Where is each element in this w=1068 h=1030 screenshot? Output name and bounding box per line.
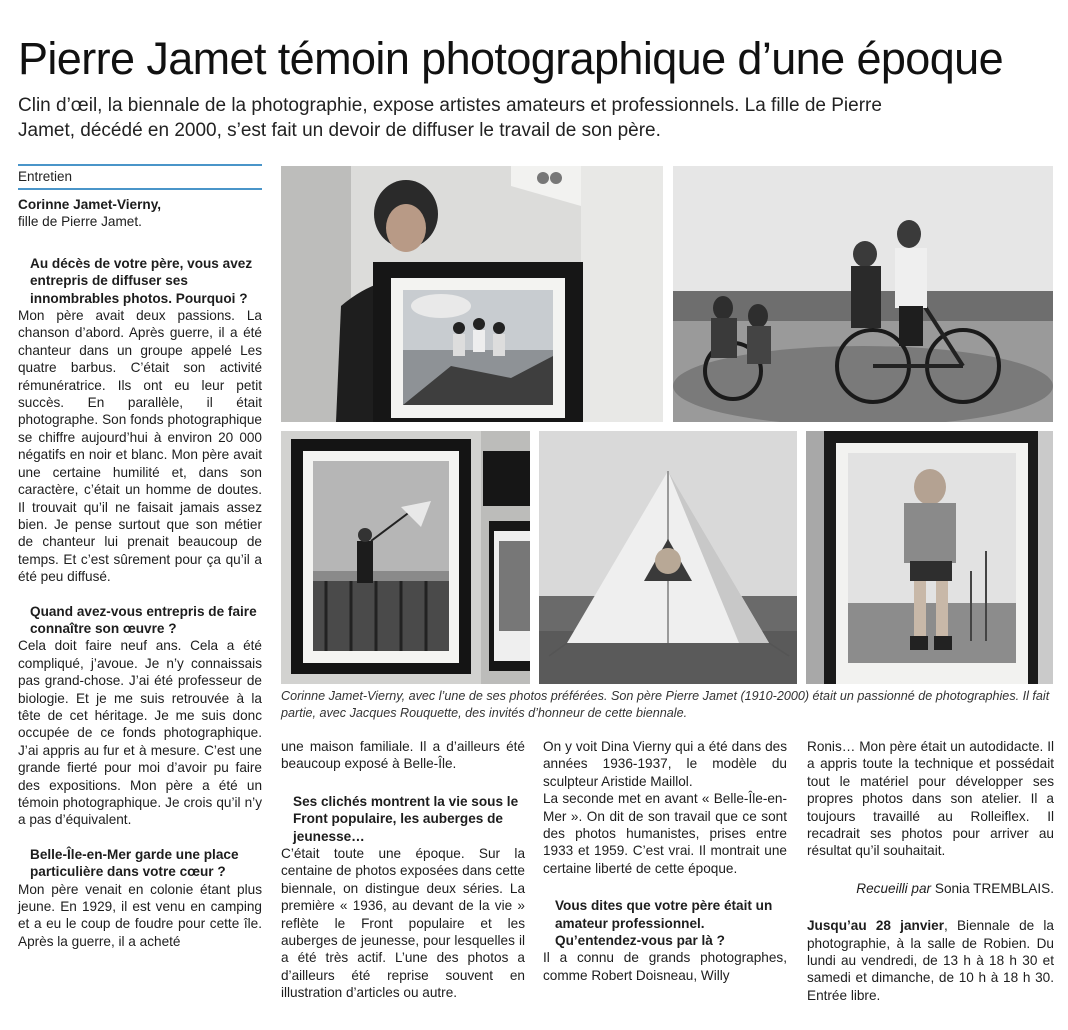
interviewee-role: fille de Pierre Jamet. (18, 214, 142, 230)
credit-label: Recueilli par (856, 880, 932, 896)
answer-3-start: Mon père venait en colonie étant plus jeune. En 1929, il est venu en camping et a eu le coup de foudre pour cette île. Après la guerre, il a acheté (18, 881, 262, 949)
photo-tent (539, 431, 797, 684)
question-1: Au décès de votre père, vous avez entrepris de diffuser ses innombrables photos. Pourquoi ? (30, 255, 253, 306)
author-credit (807, 880, 1054, 897)
answer-5-start: Il a connu de grands photographes, comme Robert Doisneau, Willy (543, 950, 787, 983)
question-3: Belle-Île-en-Mer garde une place particulière dans votre cœur ? (30, 846, 239, 880)
answer-4-paragraph-3: La seconde met en avant « Belle-Île-en-Mer ». On dit de son travail que ce sont des photos humanistes, prises entre 1933 et 1959. C’est vrai. Il montrait une certaine liberté de cette époque. (543, 791, 787, 876)
photo-tandem-bicycle-image (673, 166, 1053, 422)
practical-info-dates: Jusqu’au 28 janvier (807, 918, 945, 934)
practical-info (807, 917, 1054, 1004)
photo-gallery-flag (281, 431, 530, 684)
answer-2: Cela doit faire neuf ans. Cela a été compliqué, j’avoue. Je n’y connaissais pas grand-chose. J’ai été professeur de biologie. Et je me suis retrouvée à la tête de cet héritage. Je me suis donc occupée de ce fonds photographique. J’ai appris au fur et à mesure. C’est une grande fierté pour moi d’avoir pu faire des expositions. Mon père a été un témoin photographique. Je crois qu’il n’y a pas d’équivalent. (18, 638, 262, 828)
answer-4-paragraph-2: On y voit Dina Vierny qui a été dans des années 1936-1937, le modèle du sculpteur Aristide Maillol. (543, 739, 787, 789)
article-column-4 (807, 738, 1054, 1004)
photo-woman-holding-frame (281, 166, 663, 422)
article-column-3 (543, 738, 787, 984)
photo-woman-holding-frame-image (281, 166, 663, 422)
photo-caption: Corinne Jamet-Vierny, avec l’une de ses photos préférées. Son père Pierre Jamet (1910-2000) était un passionné de photographies. Il fait partie, avec Jacques Rouquette, des invités d’honneur de cette biennale. (281, 689, 1050, 720)
answer-4-start: C’était toute une époque. Sur la centaine de photos exposées dans cette biennale, on distingue deux séries. La première « 1936, au devant de la vie » reflète le Front populaire et les auberges de jeunesse, pour lesquelles il a été très actif. L’une des photos a d’ailleurs été reprise souvent en illustration d’articles ou autre. (281, 846, 525, 1001)
photo-tandem-bicycle (673, 166, 1053, 422)
answer-5-end: Ronis… Mon père était un autodidacte. Il a appris toute la technique et possédait tout le matériel pour développer ses propres photos dans son atelier. Il a toujours travaillé au Rolleiflex. Il recadrait ses photos pour arriver au résultat qu’il souhaitait. (807, 739, 1054, 859)
question-5: Vous dites que votre père était un amateur professionnel. Qu’entendez-vous par là ? (555, 898, 773, 949)
question-2: Quand avez-vous entrepris de faire connaître son œuvre ? (30, 603, 257, 636)
question-4: Ses clichés montrent la vie sous le Front populaire, les auberges de jeunesse… (293, 793, 519, 844)
rubric-label: Entretien (18, 164, 262, 190)
standfirst: Clin d’œil, la biennale de la photographie, expose artistes amateurs et professionnels. La fille de Pierre Jamet, décédé en 2000, s’est fait un devoir de diffuser le travail de son père. (18, 95, 882, 141)
photo-girl-hiker-image (806, 431, 1053, 684)
photo-girl-hiker (806, 431, 1053, 684)
answer-3-end: une maison familiale. Il a d’ailleurs été beaucoup exposé à Belle-Île. (281, 739, 525, 772)
photo-tent-image (539, 431, 797, 684)
answer-1: Mon père avait deux passions. La chanson d’abord. Après guerre, il a été chanteur dans un groupe appelé Les quatre barbus. C’était son activité rémunératrice. Ils ont eu leur petit succès. En parallèle, il était photographe. Son fonds photographique se chiffre aujourd’hui à environ 20 000 négatifs en noir et blanc. Mon père avait une certaine humilité et, dans son caractère, c’était un homme de doutes. Il trouvait qu’il ne faisait jamais assez bien. Je pense surtout que son métier de chanteur lui prenait beaucoup de temps. Et c’est sûrement pour ça qu’il a été peu diffusé. (18, 308, 262, 585)
credit-author: Sonia TREMBLAIS. (934, 880, 1054, 896)
article-column-2 (281, 738, 525, 1002)
headline: Pierre Jamet témoin photographique d’une époque (18, 33, 1004, 84)
article-column-1 (18, 196, 262, 950)
photo-gallery-flag-image (281, 431, 530, 684)
practical-info-text: , Biennale de la photographie, à la salle de Robien. Du lundi au vendredi, de 13 h à 18 h 30 et samedi et dimanche, de 10 h à 18 h 30. Entrée libre. (807, 918, 1054, 1003)
interviewee-name: Corinne Jamet-Vierny, (18, 197, 162, 212)
